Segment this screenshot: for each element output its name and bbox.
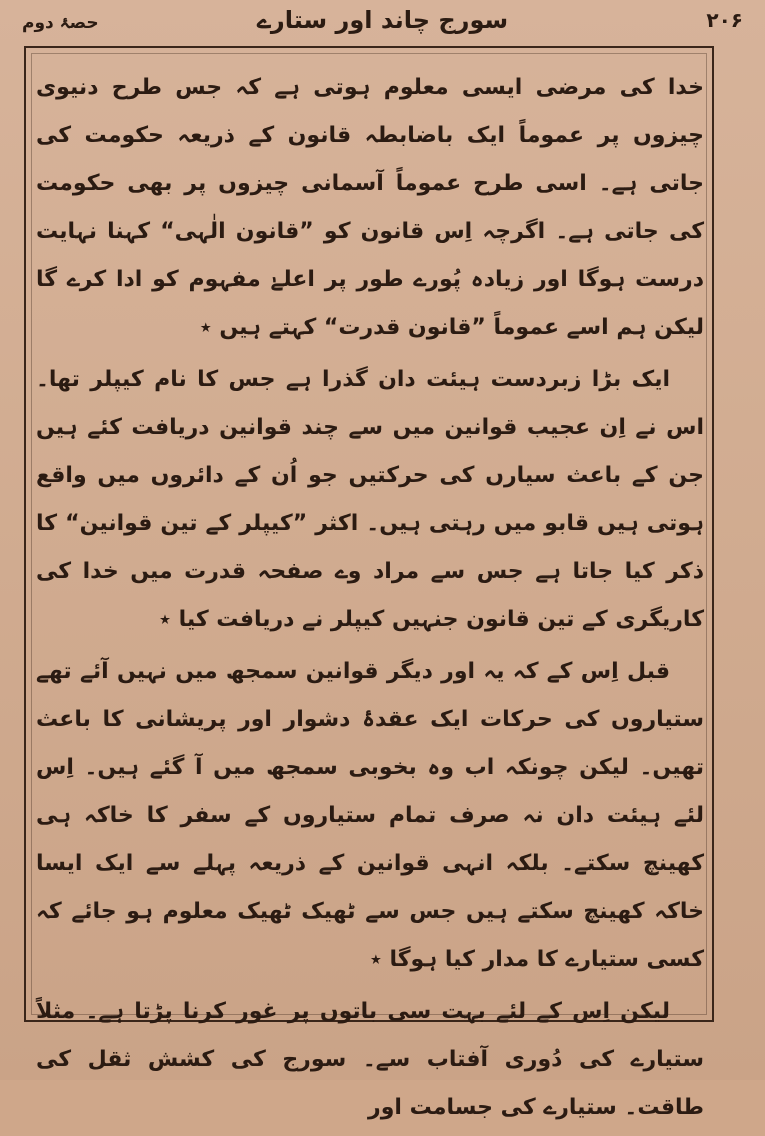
paragraph: قبل اِس کے کہ یہ اور دیگر قوانین سمجھ میں نہیں آئے تھے ستیاروں کی حرکات ایک عقدۂ دشوار اور پریشانی کا باعث تھیں۔ لیکن چونکہ اب وہ بخوبی سمجھ میں آ گئے ہیں۔ اِس لئے ہیئت دان نہ صرف تمام ستیاروں کے سفر کا خاکہ ہی کھینچ سکتے۔ بلکہ انہی قوانین کے ذریعہ پہلے سے ایک ایسا خاکہ کھینچ سکتے ہیں جس سے ٹھیک ٹھیک معلوم ہو جائے کہ کسی ستیارے کا مدار کیا ہوگا ٭ xyxy=(36,659,704,972)
running-title: سورج چاند اور ستارے xyxy=(256,6,509,34)
paragraph: لیکن اِس کے لئے بہت سی باتوں پر غور کرنا پڑتا ہے۔ مثلاً ستیارے کی دُوری آفتاب سے۔ سورج کی کشش ثقل کی طاقت۔ ستیارے کی جسامت اور xyxy=(36,999,704,1120)
paragraph: ایک بڑا زبردست ہیئت دان گذرا ہے جس کا نام کیپلر تھا۔ اس نے اِن عجیب قوانین میں سے چند قوانین دریافت کئے ہیں جن کے باعث سیارں کی حرکتیں جو اُن کے دائروں میں واقع ہوتی ہیں قابو میں رہتی ہیں۔ اکثر ”کیپلر کے تین قوانین“ کا ذکر کیا جاتا ہے جس سے مراد وے صفحہ قدرت میں خدا کی کاریگری کے تین قانون جنہیں کیپلر نے دریافت کیا ٭ xyxy=(36,367,704,632)
body-text xyxy=(36,58,704,1136)
page-header xyxy=(22,6,743,44)
paragraph: خدا کی مرضی ایسی معلوم ہوتی ہے کہ جس طرح دنیوی چیزوں پر عموماً ایک باضابطہ قانون کے ذریعہ حکومت کی جاتی ہے۔ اسی طرح عموماً آسمانی چیزوں پر بھی حکومت کی جاتی ہے۔ اگرچہ اِس قانون کو ”قانون الٰہی“ کہنا نہایت درست ہوگا اور زیادہ پُورے طور پر اعلےٰ مفہوم کو ادا کرے گا لیکن ہم اسے عموماً ”قانون قدرت“ کہتے ہیں ٭ xyxy=(36,75,704,340)
section-label: حصۂ دوم xyxy=(22,13,99,33)
page-number: ۲۰۶ xyxy=(706,8,743,32)
